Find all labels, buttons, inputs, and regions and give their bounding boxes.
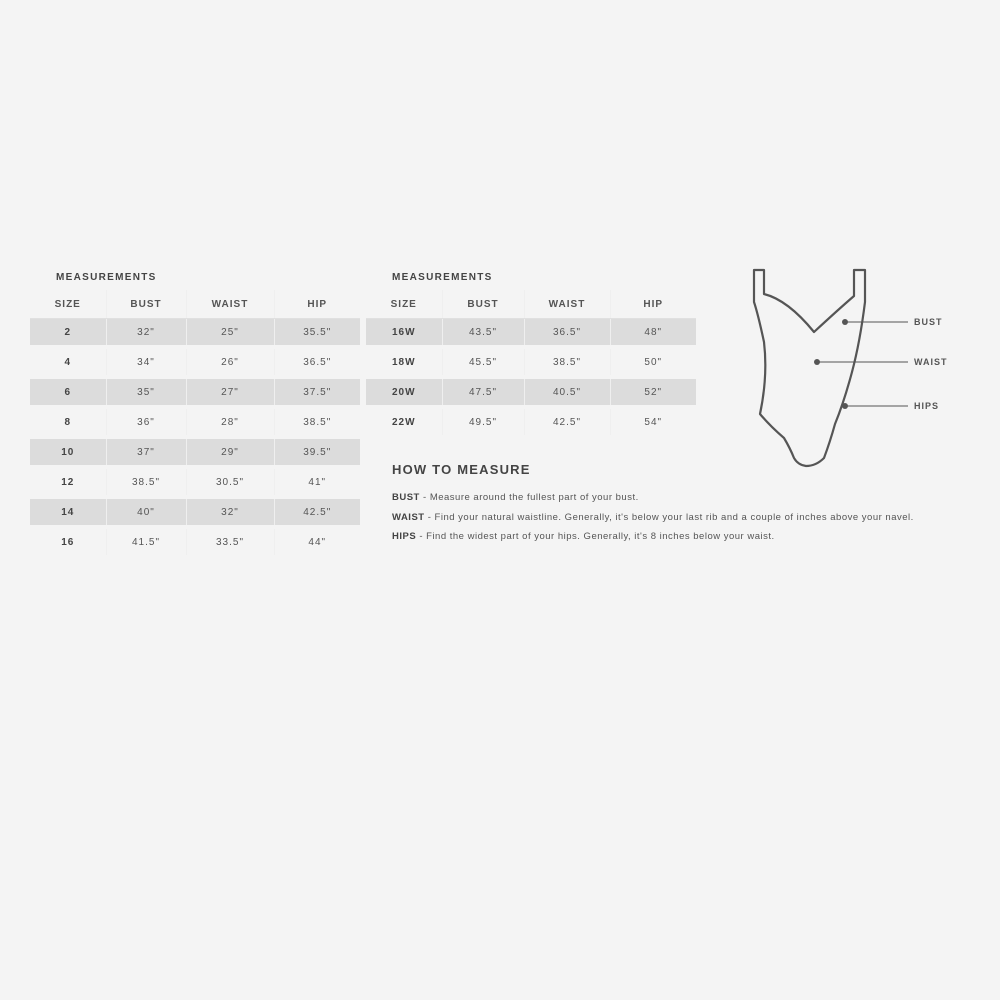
cell-size: 4 [64,356,72,368]
table-row [30,379,360,405]
cell-size: 6 [30,379,106,405]
cell-waist: 32" [186,499,274,525]
column-header-bust: BUST [106,290,186,319]
table-header-row [30,290,360,319]
column-header-hip: HIP [610,290,696,319]
cell-bust: 41.5" [106,529,186,555]
cell-waist: 33.5" [186,529,274,555]
cell-bust: 32" [106,319,186,346]
cell-waist: 28" [186,409,274,435]
cell-bust: 47.5" [442,379,524,405]
table-row [366,319,696,346]
cell-waist: 27" [186,379,274,405]
cell-size: 16W [366,319,442,346]
table-row [366,349,696,375]
cell-bust: 45.5" [442,349,524,375]
table-header-row [366,290,696,319]
cell-hip: 48" [610,319,696,346]
cell-size: 22W [391,416,416,428]
cell-hip: 37.5" [274,379,360,405]
table-row [30,349,360,375]
table-row [30,529,360,555]
how-to-measure-hips [392,531,775,542]
cell-waist: 36.5" [524,319,610,346]
waist-instruction: - Find your natural waistline. Generally, it's below your last rib and a couple of inches above your navel. [424,512,914,523]
cell-size: 2 [30,319,106,346]
column-header-bust: BUST [442,290,524,319]
left-table-title: MEASUREMENTS [56,272,157,283]
cell-bust: 35" [106,379,186,405]
figure-label-waist: WAIST [914,357,948,367]
cell-size: 18W [391,356,416,368]
how-to-measure-waist [392,512,914,523]
cell-hip: 50" [610,349,696,375]
cell-hip: 39.5" [274,439,360,465]
column-header-size: SIZE [366,290,442,319]
size-table-standard [30,290,360,555]
right-table-title: MEASUREMENTS [392,272,493,283]
column-header-size: SIZE [30,290,106,319]
figure-label-bust: BUST [914,317,943,327]
cell-bust: 36" [106,409,186,435]
cell-waist: 30.5" [186,469,274,495]
cell-size: 16 [61,536,75,548]
bust-instruction: - Measure around the fullest part of your bust. [419,492,639,503]
column-header-waist: WAIST [186,290,274,319]
column-header-hip: HIP [274,290,360,319]
cell-bust: 40" [106,499,186,525]
waist-term: WAIST [392,512,425,523]
cell-hip: 52" [610,379,696,405]
cell-size: 10 [30,439,106,465]
cell-hip: 44" [274,529,360,555]
figure-label-hips: HIPS [914,401,940,411]
cell-waist: 26" [186,349,274,375]
cell-hip: 42.5" [274,499,360,525]
swimsuit-outline [754,270,865,466]
cell-waist: 25" [186,319,274,346]
cell-bust: 34" [106,349,186,375]
table-row [30,439,360,465]
cell-bust: 38.5" [106,469,186,495]
cell-hip: 41" [274,469,360,495]
cell-size: 14 [30,499,106,525]
column-header-waist: WAIST [524,290,610,319]
hips-term: HIPS [392,531,417,542]
swimsuit-figure-icon [740,262,940,477]
cell-bust: 37" [106,439,186,465]
table-row [30,499,360,525]
cell-waist: 29" [186,439,274,465]
cell-hip: 35.5" [274,319,360,346]
cell-hip: 38.5" [274,409,360,435]
cell-size: 8 [64,416,72,428]
bust-term: BUST [392,492,420,503]
cell-waist: 38.5" [524,349,610,375]
cell-hip: 36.5" [274,349,360,375]
table-row [366,409,696,435]
table-row [366,379,696,405]
table-row [30,319,360,346]
table-row [30,469,360,495]
hips-instruction: - Find the widest part of your hips. Generally, it's 8 inches below your waist. [416,531,775,542]
cell-waist: 42.5" [524,409,610,435]
cell-waist: 40.5" [524,379,610,405]
cell-size: 20W [366,379,442,405]
size-table-plus [366,290,696,435]
cell-bust: 43.5" [442,319,524,346]
table-row [30,409,360,435]
how-to-measure-bust [392,492,639,503]
how-to-measure-title: HOW TO MEASURE [392,462,531,477]
cell-size: 12 [61,476,75,488]
cell-hip: 54" [610,409,696,435]
cell-bust: 49.5" [442,409,524,435]
